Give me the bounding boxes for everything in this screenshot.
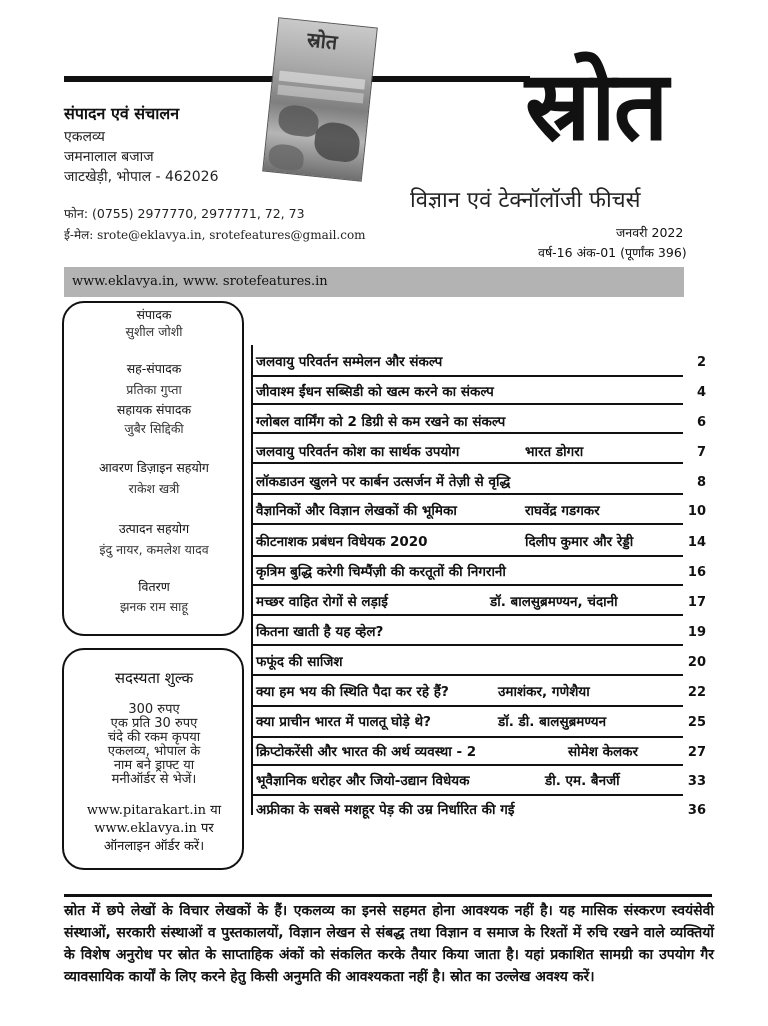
toc-title[interactable]: वैज्ञानिकों और विज्ञान लेखकों की भूमिका — [256, 503, 457, 519]
staff-name: झनक राम साहू — [119, 599, 189, 614]
issue-number: वर्ष-16 अंक-01 (पूर्णांक 396) — [538, 245, 687, 260]
subscription-online-link[interactable]: www.pitarakart.in या — [86, 803, 222, 818]
toc-title[interactable]: ग्लोबल वार्मिंग को 2 डिग्री से कम रखने का संकल्प — [256, 414, 506, 430]
subscription-online-link[interactable]: www.eklavya.in पर — [94, 821, 214, 836]
toc-divider — [251, 523, 683, 525]
toc-page: 14 — [687, 535, 706, 550]
header-rule-right — [360, 76, 530, 82]
toc-title[interactable]: क्रिप्टोकरेंसी और भारत की अर्थ व्यवस्था - 2 — [256, 744, 477, 760]
masthead-title: स्रोत — [525, 50, 667, 162]
staff-name: राकेश खत्री — [128, 481, 180, 496]
toc-title[interactable]: कृत्रिम बुद्धि करेगी चिम्पैंज़ी की करतूतों की निगरानी — [256, 564, 506, 580]
publisher-email: ई-मेल: srote@eklavya.in, srotefeatures@gmail.com — [64, 228, 366, 242]
toc-page: 25 — [687, 715, 706, 730]
toc-divider — [251, 432, 683, 434]
subscription-line: एक प्रति 30 रुपए — [110, 716, 198, 731]
toc-divider — [251, 462, 683, 464]
toc-page: 36 — [687, 803, 706, 818]
issue-month: जनवरी 2022 — [616, 225, 684, 240]
staff-role: उत्पादन सहयोग — [118, 521, 190, 536]
toc-title[interactable]: कीटनाशक प्रबंधन विधेयक 2020 — [256, 534, 428, 550]
toc-title[interactable]: कितना खाती है यह व्हेल? — [256, 624, 384, 640]
toc-title[interactable]: जीवाश्म ईंधन सब्सिडी को खत्म करने का संकल्प — [256, 384, 494, 400]
staff-role: वितरण — [138, 579, 170, 594]
cover-thumbnail — [262, 17, 378, 182]
staff-name: प्रतिका गुप्ता — [126, 382, 182, 397]
toc-author: डॉ. बालसुब्रमण्यन, चंदानी — [490, 594, 618, 610]
toc-author: दिलीप कुमार और रेड्डी — [525, 534, 634, 550]
toc-author: भारत डोगरा — [525, 444, 584, 460]
toc-page: 22 — [687, 685, 706, 700]
toc-divider — [251, 674, 683, 676]
toc-page: 4 — [696, 385, 706, 400]
staff-name: जुबैर सिद्दिकी — [124, 421, 184, 436]
publisher-phone: फोन: (0755) 2977770, 2977771, 72, 73 — [64, 206, 305, 221]
subscription-line: 300 रुपए — [128, 702, 180, 717]
toc-page: 20 — [687, 655, 706, 670]
staff-role: आवरण डिज़ाइन सहयोग — [99, 460, 209, 475]
toc-divider — [251, 584, 683, 586]
toc-page: 16 — [687, 565, 706, 580]
subscription-line: चंदे की रकम कृपया — [107, 730, 201, 745]
masthead-subtitle: विज्ञान एवं टेक्नॉलॉजी फीचर्स — [410, 188, 641, 213]
toc-page: 7 — [696, 445, 706, 460]
toc-author: सोमेश केलकर — [568, 744, 638, 760]
toc-page: 27 — [687, 745, 706, 760]
toc-title[interactable]: लॉकडाउन खुलने पर कार्बन उत्सर्जन में तेज़ी से वृद्धि — [256, 474, 511, 490]
staff-name: सुशील जोशी — [125, 324, 183, 339]
publisher-line: एकलव्य — [64, 129, 105, 145]
cover-mini-title: स्रोत — [305, 27, 339, 55]
toc-title[interactable]: क्या हम भय की स्थिति पैदा कर रहे हैं? — [256, 684, 449, 700]
disclaimer-rule — [64, 894, 712, 897]
subscription-line: मनीऑर्डर से भेजें। — [111, 772, 197, 787]
toc-title[interactable]: क्या प्राचीन भारत में पालतू घोड़े थे? — [256, 714, 431, 730]
toc-divider — [251, 705, 683, 707]
toc-page: 33 — [687, 774, 706, 789]
toc-title[interactable]: फफूंद की साजिश — [256, 654, 343, 670]
publisher-line: जमनालाल बजाज — [64, 149, 154, 165]
cover-rock — [313, 121, 362, 163]
toc-divider — [251, 764, 683, 766]
subscription-line: एकलव्य, भोपाल के — [107, 744, 201, 759]
toc-page: 2 — [696, 355, 706, 370]
staff-name: इंदु नायर, कमलेश यादव — [99, 542, 209, 557]
toc-divider — [251, 736, 683, 738]
toc-author: राघवेंद्र गडगकर — [525, 503, 600, 519]
toc-author: डी. एम. बैनर्जी — [545, 773, 620, 789]
toc-title[interactable]: मच्छर वाहित रोगों से लड़ाई — [256, 594, 388, 610]
staff-role: सहायक संपादक — [116, 402, 192, 417]
toc-author: उमाशंकर, गणेशैया — [498, 684, 590, 700]
toc-title[interactable]: भूवैज्ञानिक धरोहर और जियो-उद्यान विधेयक — [256, 773, 470, 789]
toc-page: 19 — [687, 625, 706, 640]
website-bar: www.eklavya.in, www. srotefeatures.in — [64, 267, 684, 297]
toc-page: 10 — [687, 504, 706, 519]
toc-page: 8 — [696, 475, 706, 490]
disclaimer-text: स्रोत में छपे लेखों के विचार लेखकों के हैं। एकलव्य का इनसे सहमत होना आवश्यक नहीं है। यह मासिक संस्करण स्वयंसेवी संस्थाओं, सरकारी संस्थाओं व पुस्तकालयों, विज्ञान लेखन से संबद्ध तथा विज्ञान व समाज के रिश्तों में रुचि रखने वाले व्यक्तियों के विशेष अनुरोध पर स्रोत के साप्ताहिक अंकों को संकलित करके तैयार किया जाता है। यहां प्रकाशित सामग्री का उपयोग गैर व्यावसायिक कार्यों के लिए करने हेतु किसी अनुमति की आवश्यकता नहीं है। स्रोत का उल्लेख अवश्य करें। — [64, 903, 714, 985]
toc-left-border — [251, 345, 253, 815]
staff-role: सह-संपादक — [126, 361, 182, 376]
toc-title[interactable]: अफ्रीका के सबसे मशहूर पेड़ की उम्र निर्धारित की गई — [256, 802, 515, 818]
cover-rock — [277, 104, 320, 138]
toc-divider — [251, 403, 683, 405]
toc-page: 6 — [696, 415, 706, 430]
toc-divider — [251, 493, 683, 495]
toc-divider — [251, 644, 683, 646]
toc-title[interactable]: जलवायु परिवर्तन कोश का सार्थक उपयोग — [256, 444, 460, 460]
subscription-online-text: ऑनलाइन ऑर्डर करें। — [103, 839, 205, 854]
publisher-heading: संपादन एवं संचालन — [64, 104, 180, 123]
subscription-title: सदस्यता शुल्क — [114, 669, 194, 687]
publisher-line: जाटखेड़ी, भोपाल - 462026 — [64, 169, 219, 185]
toc-title[interactable]: जलवायु परिवर्तन सम्मेलन और संकल्प — [256, 354, 443, 370]
toc-page: 17 — [687, 595, 706, 610]
toc-divider — [251, 614, 683, 616]
cover-rock — [268, 143, 305, 172]
subscription-line: नाम बने ड्राफ्ट या — [113, 758, 195, 773]
staff-role: संपादक — [136, 307, 172, 322]
header-rule-left — [64, 76, 278, 82]
toc-divider — [251, 375, 683, 377]
toc-divider — [251, 555, 683, 557]
toc-author: डॉ. डी. बालसुब्रमण्यन — [498, 714, 607, 730]
toc-divider — [251, 794, 683, 796]
